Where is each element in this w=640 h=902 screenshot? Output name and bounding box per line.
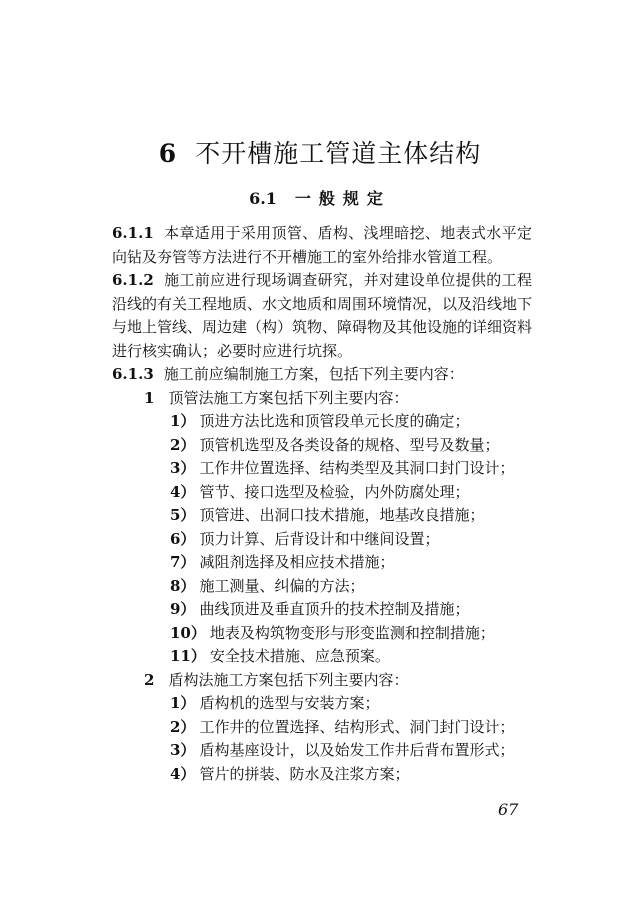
sub-text: 顶管进、出洞口技术措施，地基改良措施； <box>199 506 485 524</box>
sub-text: 曲线顶进及垂直顶升的技术控制及措施； <box>199 600 470 618</box>
sub-number: 11） <box>170 647 206 665</box>
sub-number: 3） <box>170 459 196 477</box>
sub-number: 3） <box>170 741 196 759</box>
list-item <box>112 481 532 505</box>
clause-6-1-2 <box>112 269 532 363</box>
clause-number: 6.1.2 <box>112 271 154 289</box>
list-item <box>112 457 532 481</box>
sub-number: 10） <box>170 623 206 642</box>
chapter-title-text: 不开槽施工管道主体结构 <box>195 139 482 168</box>
sub-number: 7） <box>170 553 196 571</box>
list-item <box>112 434 532 458</box>
list-item <box>112 528 532 552</box>
list-item <box>112 598 532 622</box>
clause-text: 施工前应编制施工方案，包括下列主要内容： <box>163 365 464 383</box>
sub-text: 施工测量、纠偏的方法； <box>199 576 365 595</box>
sub-text: 工作井的位置选择、结构形式、洞门封门设计； <box>199 717 515 736</box>
sub-number: 9） <box>170 600 196 618</box>
sub-text: 安全技术措施、应急预案。 <box>209 647 390 665</box>
sub-number: 6） <box>170 529 196 548</box>
sub-text: 管节、接口选型及检验，内外防腐处理； <box>199 482 470 501</box>
sub-text: 顶力计算、后背设计和中继间设置； <box>199 529 440 548</box>
clause-text: 本章适用于采用顶管、盾构、浅埋暗挖、地表式水平定向钻及夯管等方法进行不开槽施工的室外给排水管道工程。 <box>112 224 532 266</box>
sub-number: 1） <box>170 412 196 430</box>
sub-number: 4） <box>170 764 196 783</box>
section-title <box>0 186 640 209</box>
item-2-shield <box>112 669 532 693</box>
list-item <box>112 504 532 528</box>
sub-number: 2） <box>170 435 196 454</box>
sub-number: 1） <box>170 694 196 712</box>
item-number: 2 <box>144 670 155 689</box>
sub-text: 顶管机选型及各类设备的规格、型号及数量； <box>199 435 500 454</box>
item-number: 1 <box>144 388 155 407</box>
sub-text: 盾构机的选型与安装方案； <box>199 694 380 712</box>
chapter-title <box>0 134 640 170</box>
section-title-text: 一般规定 <box>294 189 391 208</box>
clause-number: 6.1.1 <box>112 224 154 242</box>
list-item <box>112 739 532 763</box>
clause-text: 施工前应进行现场调查研究，并对建设单位提供的工程沿线的有关工程地质、水文地质和周围环境情况，以及沿线地下与地上管线、周边建（构）筑物、障碍物及其他设施的详细资料进行核实确认；必要时应进行坑探。 <box>112 271 533 360</box>
chapter-number: 6 <box>158 139 178 168</box>
list-item <box>112 692 532 716</box>
body-text <box>112 222 532 786</box>
list-item <box>112 551 532 575</box>
sub-number: 5） <box>170 506 196 524</box>
list-item <box>112 575 532 599</box>
item-text: 顶管法施工方案包括下列主要内容： <box>168 388 409 407</box>
sub-text: 盾构基座设计，以及始发工作井后背布置形式； <box>199 741 515 759</box>
list-item <box>112 410 532 434</box>
sub-text: 工作井位置选择、结构类型及其洞口封门设计； <box>199 459 515 477</box>
clause-number: 6.1.3 <box>112 365 154 383</box>
list-item <box>112 763 532 787</box>
list-item <box>112 645 532 669</box>
sub-text: 顶进方法比选和顶管段单元长度的确定； <box>199 412 470 430</box>
item-text: 盾构法施工方案包括下列主要内容： <box>168 670 409 689</box>
sub-number: 2） <box>170 717 196 736</box>
item-1-pipe-jacking <box>112 387 532 411</box>
list-item <box>112 716 532 740</box>
clause-6-1-1 <box>112 222 532 269</box>
sub-number: 8） <box>170 576 196 595</box>
sub-text: 地表及构筑物变形与形变监测和控制措施； <box>209 623 495 642</box>
page-number: 67 <box>498 800 519 819</box>
clause-6-1-3 <box>112 363 532 387</box>
sub-text: 减阻剂选择及相应技术措施； <box>199 553 395 571</box>
list-item <box>112 622 532 646</box>
sub-number: 4） <box>170 482 196 501</box>
sub-text: 管片的拼装、防水及注浆方案； <box>199 764 410 783</box>
section-number: 6.1 <box>249 189 277 208</box>
